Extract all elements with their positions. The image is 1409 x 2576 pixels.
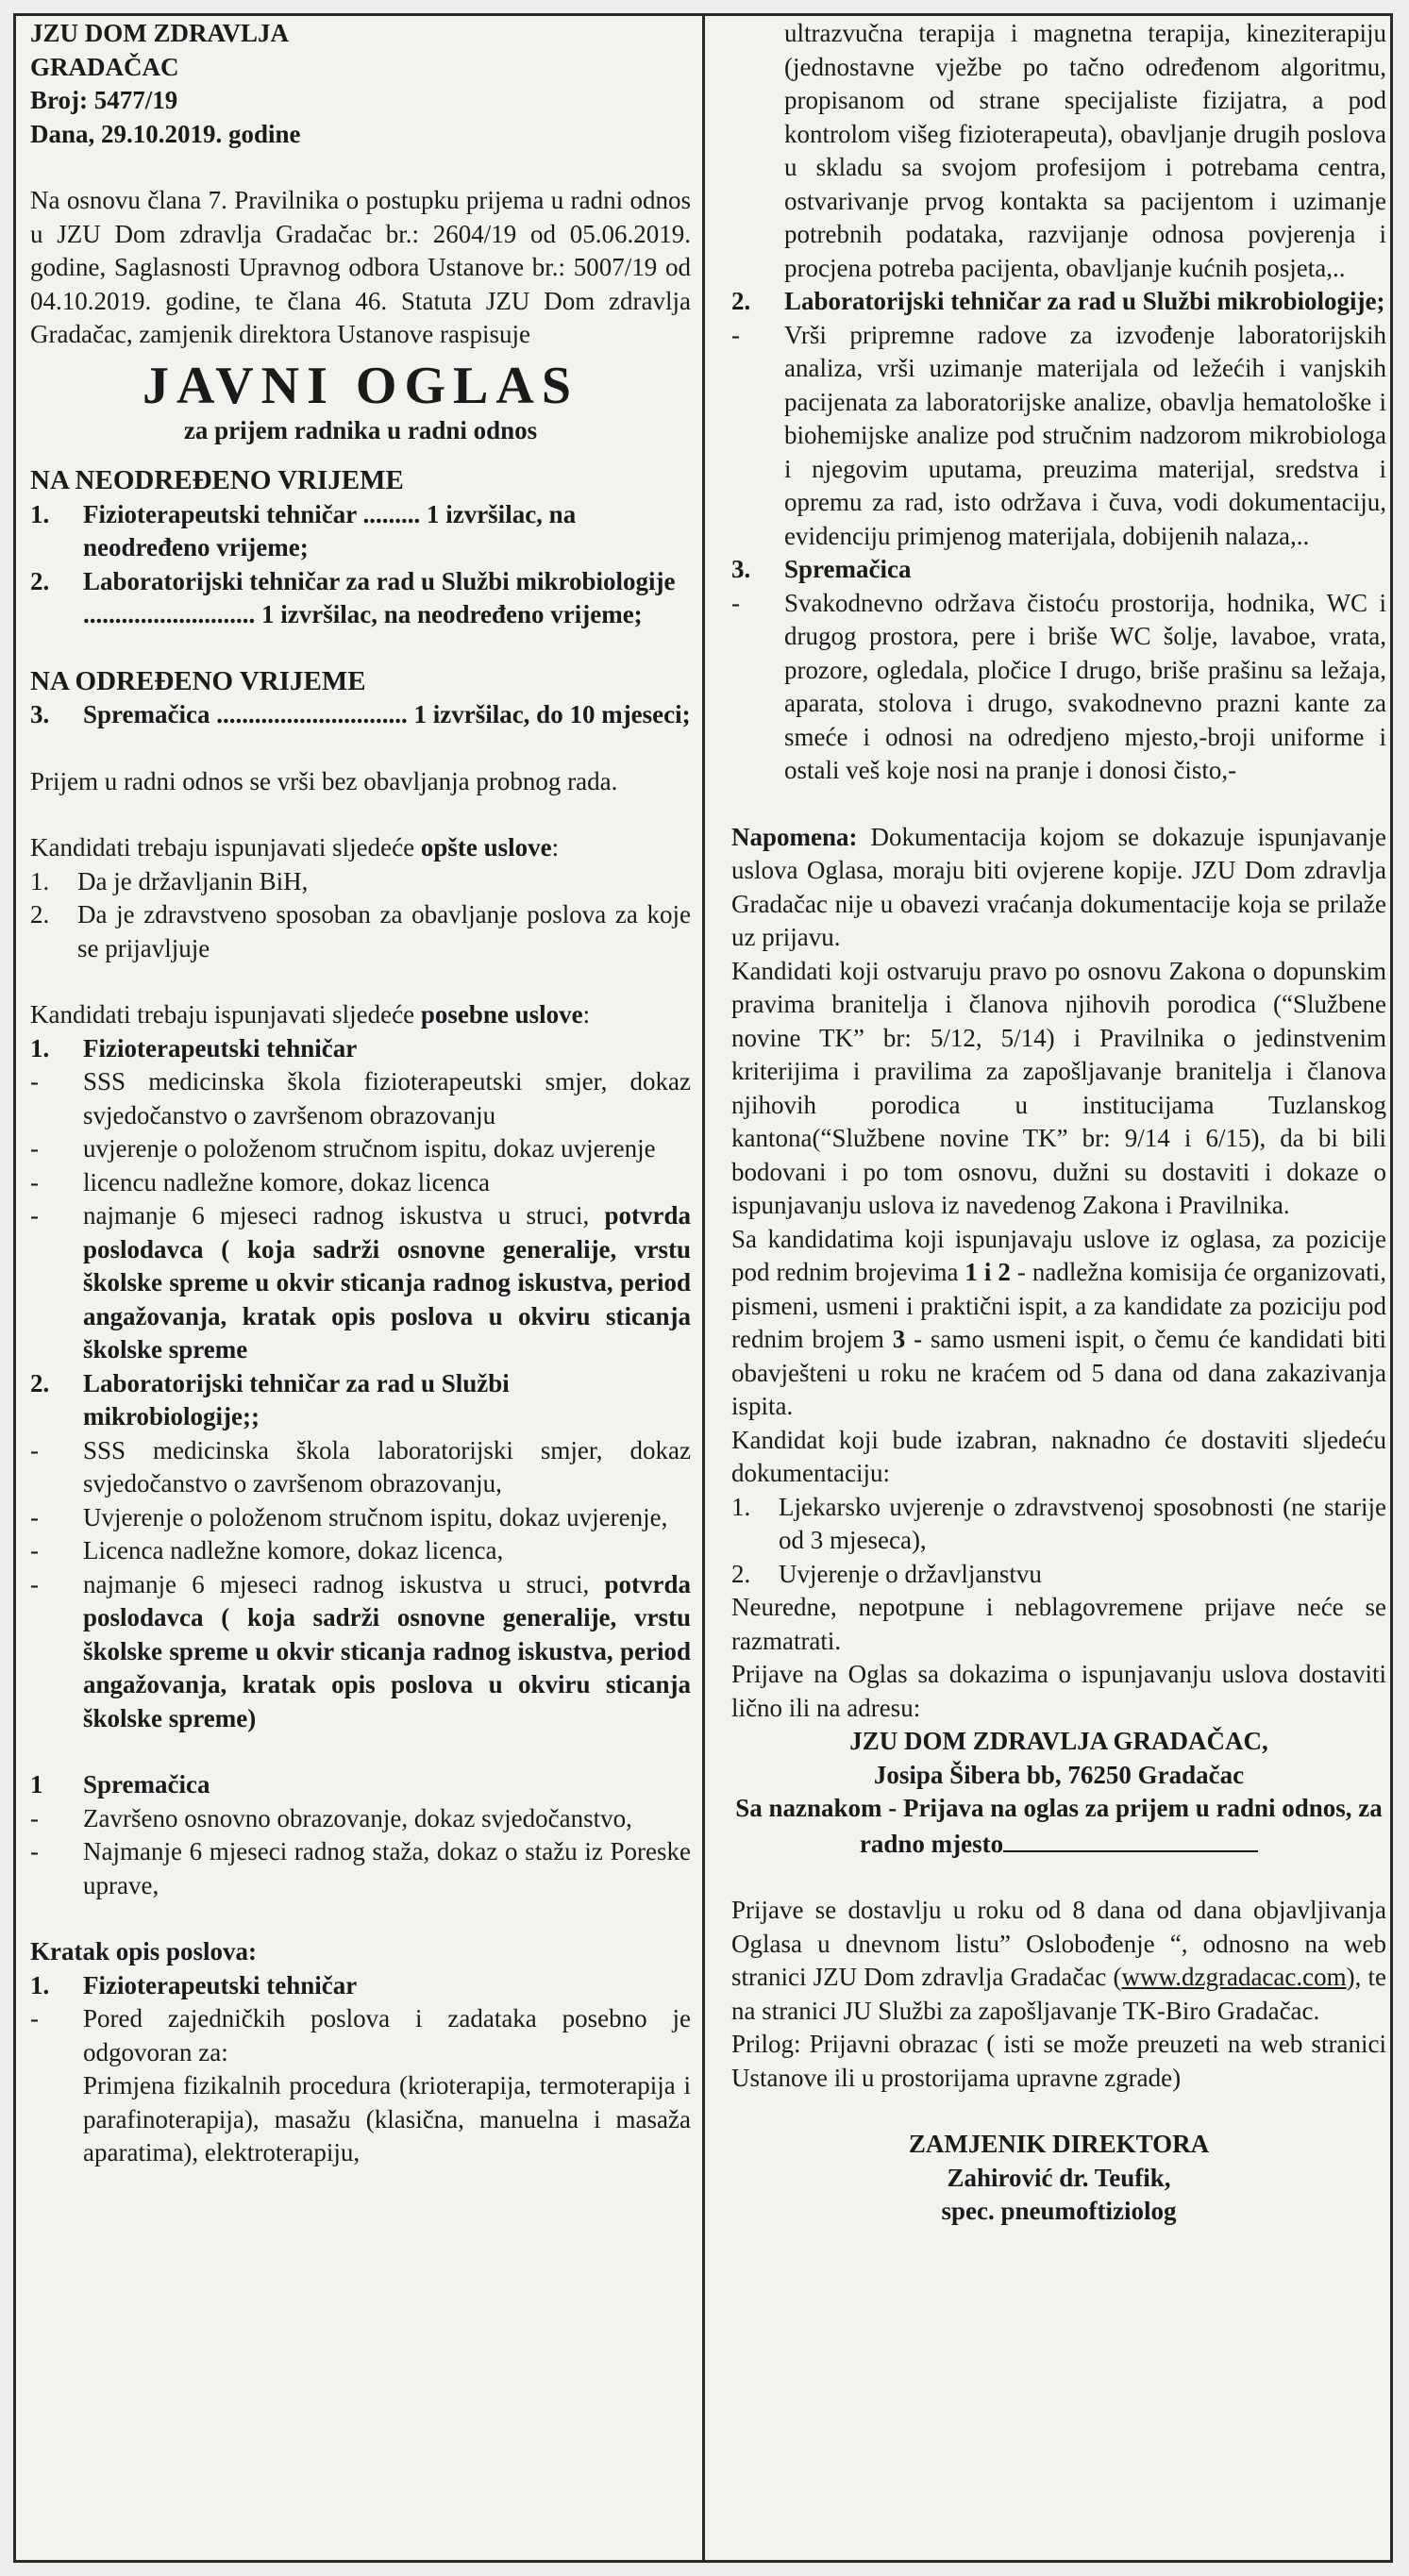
deadline-paragraph: Prijave se dostavlju u roku od 8 dana od dana objavljivanja Oglasa u dnevnom listu” Oslobođenje “, odnosno na web stranici JZU Dom zdravlja Gradačac (www.dzgradacac.com), te na stranici JU Službi za zapošljavanje TK-Biro Gradačac. (731, 1896, 1386, 2025)
exam-paragraph: Sa kandidatima koji ispunjavaju uslove iz oglasa, za pozicije pod rednim brojevima 1 i 2 - nadležna komisija će organizovati, pismeni, usmeni i praktični ispit, a za kandidate za poziciju pod rednim brojem 3 - samo usmeni ispit, o čemu će kandidati biti obavješteni u roku ne kraćem od 5 dana od dana zakazivanja ispita. (731, 1224, 1386, 1420)
veterans-paragraph: Kandidati koji ostvaruju pravo po osnovu Zakona o dopunskim pravima branitelja i članova njihovih porodica (“Službene novine TK” br: 5/12, 5/14) i Pravilnika o jedinstvenim kriterijima i pravilima za zapošljavanje branitelja i članova njihovih porodica u institucijama Tuzlanskog kantona(“Službene novine TK” br: 9/14 i 6/15), da bi bili bodovani i po tom osnovu, dužni su dostaviti i dokaze o ispunjavanju uslova iz navedenog Zakona i Pravilnika. (731, 956, 1386, 1219)
condition-item: - uvjerenje o položenom stručnom ispitu, dokaz uvjerenje (30, 1134, 656, 1163)
duty-description-continued: ultrazvučna terapija i magnetna terapija, kineziterapiju (jednostavne vježbe po tačno određenom algoritmu, propisanom od strane specijaliste fizijatra, a pod kontrolom višeg fizioterapeuta), obavljanje drugih poslova u skladu sa svojom profesijom i potrebama centra, ostvarivanje prvog kontakta sa pacijentom i uzimanje potrebnih podataka, razvijanje odnosa povjerenja i procjena potreba pacijenta, obavljanje kućnih posjeta,.. (784, 19, 1386, 282)
condition-item: - Licenca nadležne komore, dokaz licenca, (30, 1536, 504, 1564)
address-street: Josipa Šibera bb, 76250 Gradačac (873, 1760, 1245, 1789)
condition-item: - Najmanje 6 mjeseci radnog staža, dokaz o stažu iz Poreske uprave, (30, 1837, 691, 1899)
general-condition: 2. Da je zdravstveno sposoban za obavljanje poslova za koje se prijavljuje (30, 900, 691, 962)
definite-heading: NA ODREĐENO VRIJEME (30, 665, 366, 696)
position-text: Spremačica .............................. 1 izvršilac, do 10 mjeseci; (83, 700, 691, 728)
condition-item: - najmanje 6 mjeseci radnog iskustva u struci, potvrda poslodavca ( koja sadrži osnovne generalije, vrstu školske spreme u okvir sticanja radnog iskustva, period angažovanja, kratak opis poslova u okviru sticanja školske spreme (30, 1201, 691, 1363)
left-column (30, 17, 691, 2170)
right-column (731, 17, 1386, 2229)
website-link[interactable]: www.dzgradacac.com (1121, 1963, 1347, 1991)
position-item: 1. Fizioterapeutski tehničar ......... 1 izvršilac, na neodređeno vrijeme; (30, 498, 691, 565)
duty-item: - Vrši pripremne radove za izvođenje laboratorijskih analiza, vrši uzimanje materijala od ležećih i vanjskih pacijenata za laboratorijske analize, obavlja hematološke i biohemijske analize pod stručnim nadzorom mikrobiologa i njegovim uputama, preuzima materijal, sredstva i opremu za rad, isto održava i čuva, vodi dokumentaciju, evidenciju primjenog materijala, dobijenih nalaza,.. (731, 320, 1386, 550)
condition-item: - SSS medicinska škola fizioterapeutski smjer, dokaz svjedočanstvo o završenom obrazovanju (30, 1067, 691, 1129)
duty-item: - Pored zajedničkih poslova i zadataka posebno je odgovoran za: (30, 2004, 691, 2066)
ad-title: JAVNI OGLAS (143, 356, 579, 415)
condition-item: - Uvjerenje o položenom stručnom ispitu, dokaz uvjerenje, (30, 1502, 668, 1531)
duty-group-heading: 3. Spremačica (731, 555, 912, 583)
intro-paragraph: Na osnovu člana 7. Pravilnika o postupku prijema u radni odnos u JZU Dom zdravlja Gradačac br.: 2604/19 od 05.06.2019. godine, Saglasnosti Upravnog odbora Ustanove br.: 5007/19 od 04.10.2019. godine, te člana 46. Statuta JZU Dom zdravlja Gradačac, zamjenik direktora Ustanove raspisuje (30, 186, 691, 348)
special-conditions-intro: Kandidati trebaju ispunjavati sljedeće posebne uslove: (30, 1000, 591, 1029)
position-blank-line (1003, 1826, 1258, 1852)
signature-title: ZAMJENIK DIREKTORA (908, 2130, 1210, 2158)
probation-note: Prijem u radni odnos se vrši bez obavljanja probnog rada. (30, 766, 618, 795)
incomplete-applications-note: Neuredne, nepotpune i neblagovremene prijave neće se razmatrati. (731, 1593, 1386, 1655)
condition-item: - najmanje 6 mjeseci radnog iskustva u struci, potvrda poslodavca ( koja sadrži osnovne generalije, vrstu školske spreme u okvir sticanja radnog iskustva, period angažovanja, kratak opis poslova u okviru sticanja školske spreme) (30, 1569, 691, 1732)
general-condition: 1. Da je državljanin BiH, (30, 866, 309, 895)
signature-name: Zahirović dr. Teufik, (947, 2163, 1171, 2192)
position-text: Fizioterapeutski tehničar ......... 1 izvršilac, na neodređeno vrijeme; (83, 499, 577, 561)
condition-item: - licencu nadležne komore, dokaz licenca (30, 1167, 491, 1196)
note-paragraph: Napomena: Dokumentacija kojom se dokazuje ispunjavanje uslova Oglasa, moraju biti ovjerene kopije. JZU Dom zdravlja Gradačac nije u obavezi vraćanja dokumentacije koja se prilaže uz prijavu. (731, 822, 1386, 951)
special-group-heading: 1. Fizioterapeutski tehničar (30, 1033, 358, 1062)
document-item: 1. Ljekarsko uvjerenje o zdravstvenoj sposobnosti (ne starije od 3 mjeseca), (731, 1492, 1386, 1554)
document-number: Broj: 5477/19 (30, 86, 178, 114)
special-group-heading: 1 Spremačica (30, 1770, 210, 1798)
duty-item: - Svakodnevno održava čistoću prostorija, hodnika, WC i drugog prostora, pere i briše WC šolje, lavaboe, vrata, prozore, ogledala, pločice I drugo, briše prašinu sa ležaja, aparata, stolova i drugo, svakodnevno prazni kante za smeće i odnosi na odredjeno mjesto,-broji uniforme i ostali veš koje nosi na pranje i donosi čisto,- (731, 588, 1386, 784)
duty-group-heading: 1. Fizioterapeutski tehničar (30, 1970, 358, 1999)
duty-group-heading: 2. Laboratorijski tehničar za rad u Službi mikrobiologije; (731, 287, 1385, 315)
indefinite-heading: NA NEODREĐENO VRIJEME (30, 465, 404, 495)
application-marking: Sa naznakom - Prijava na oglas za prijem u radni odnos, za radno mjesto (735, 1794, 1383, 1858)
ad-subtitle: za prijem radnika u radni odnos (183, 415, 538, 444)
org-name-line2: GRADAČAC (30, 52, 179, 81)
general-conditions-intro: Kandidati trebaju ispunjavati sljedeće opšte uslove: (30, 833, 560, 861)
condition-item: - SSS medicinska škola laboratorijski smjer, dokaz svjedočanstvo o završenom obrazovanju, (30, 1435, 691, 1497)
address-org: JZU DOM ZDRAVLJA GRADAČAC, (849, 1727, 1268, 1755)
attachment-note: Prilog: Prijavni obrazac ( isti se može preuzeti na web stranici Ustanove ili u prostorijama upravne zgrade) (731, 2030, 1386, 2092)
position-item: 3. Spremačica .............................. 1 izvršilac, do 10 mjeseci; (30, 698, 691, 732)
document-item: 2. Uvjerenje o državljanstvu (731, 1559, 1042, 1588)
special-group-heading: 2. Laboratorijski tehničar za rad u Službi mikrobiologije;; (30, 1368, 510, 1430)
condition-item: - Završeno osnovno obrazovanje, dokaz svjedočanstvo, (30, 1803, 632, 1832)
signature-specialty: spec. pneumoftiziolog (941, 2197, 1177, 2225)
document-date: Dana, 29.10.2019. godine (30, 119, 301, 148)
position-item: 2. Laboratorijski tehničar za rad u Službi mikrobiologije ........................... 1 izvršilac, na neodređeno vrijeme; (30, 565, 691, 632)
documents-intro: Kandidat koji bude izabran, naknadno će dostaviti sljedeću dokumentaciju: (731, 1425, 1386, 1487)
column-divider (702, 13, 705, 2563)
position-text: Laboratorijski tehničar za rad u Službi mikrobiologije ........................... 1 izvršilac, na neodređeno vrijeme; (83, 566, 676, 628)
duties-heading: Kratak opis poslova: (30, 1937, 258, 1965)
submission-paragraph: Prijave na Oglas sa dokazima o ispunjavanju uslova dostaviti lično ili na adresu: (731, 1660, 1386, 1722)
duty-description-start: Primjena fizikalnih procedura (krioterapija, termoterapija i parafinoterapija), masažu (klasična, manuelna i masaža aparatima), elektroterapiju, (83, 2071, 691, 2166)
org-name-line1: JZU DOM ZDRAVLJA (30, 19, 290, 47)
